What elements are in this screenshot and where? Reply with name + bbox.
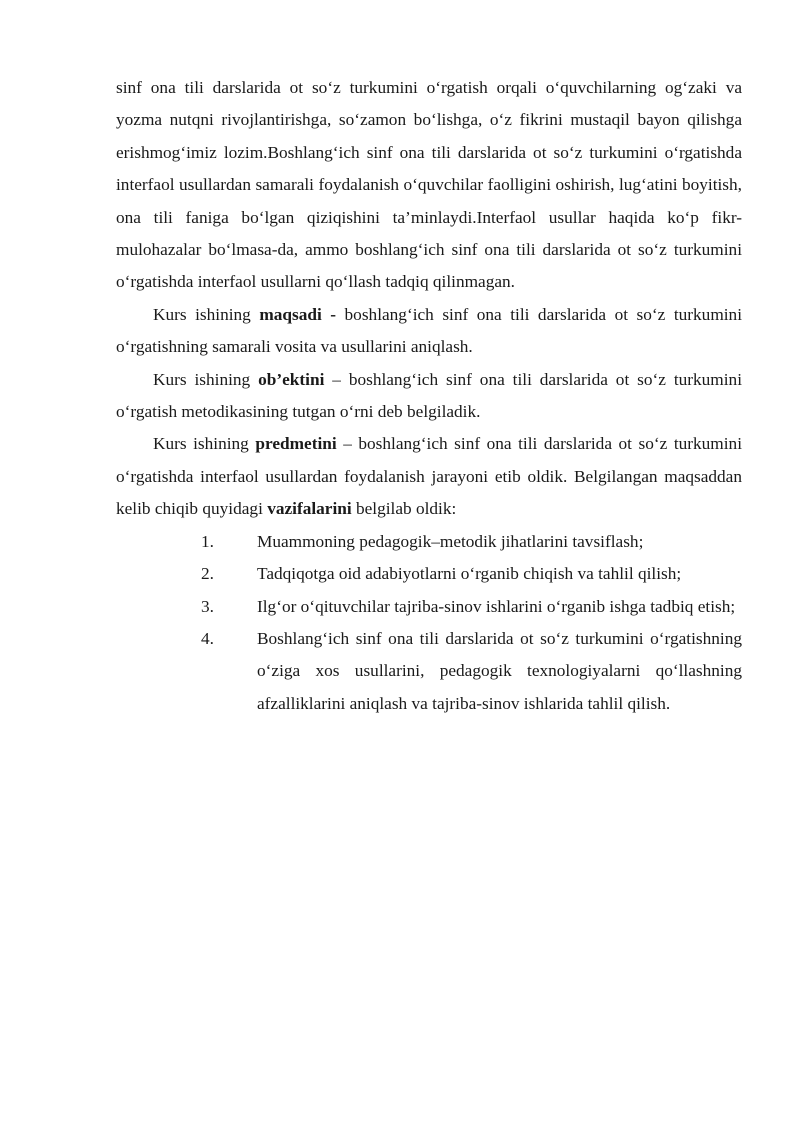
list-text: Tadqiqotga oid adabiyotlarni o‘rganib chiqish va tahlil qilish; bbox=[257, 564, 682, 584]
list-text: Boshlang‘ich sinf ona tili darslarida ot so‘z turkumini o‘rgatishning o‘ziga xos usullarini, pedagogik texnologiyalarni qo‘llashning afzalliklarini aniqlash va tajriba-sinov ishlarida tahlil qilish. bbox=[257, 628, 742, 713]
document-page bbox=[116, 72, 742, 720]
goal-text: boshlang‘ich sinf ona tili darslarida ot so‘z turkumini o‘rgatishning samarali vosita va usullarini aniqlash. bbox=[116, 304, 742, 357]
object-lead: Kurs ishining bbox=[153, 369, 259, 389]
list-item bbox=[163, 623, 742, 720]
subject-text: – boshlang‘ich sinf ona tili darslarida ot so‘z turkumini o‘rgatishda interfaol usullardan foydalanish jarayoni etib oldik. Belgilangan maqsaddan kelib chiqib quyidagi bbox=[116, 434, 742, 519]
list-number: 2. bbox=[201, 564, 214, 584]
list-text: Muammoning pedagogik–metodik jihatlarini tavsiflash; bbox=[257, 531, 644, 551]
goal-lead: Kurs ishining bbox=[153, 304, 260, 324]
subject-lead: Kurs ishining bbox=[153, 434, 256, 454]
paragraph-object bbox=[116, 364, 742, 429]
list-item bbox=[163, 526, 742, 558]
paragraph-goal bbox=[116, 299, 742, 364]
list-number: 3. bbox=[201, 596, 214, 616]
subject-term: predmetini bbox=[255, 434, 337, 454]
list-item bbox=[163, 558, 742, 590]
paragraph-intro: sinf ona tili darslarida ot so‘z turkumini o‘rgatish orqali o‘quvchilarning og‘zaki va yozma nutqni rivojlantirishga, so‘zamon bo‘lishga, o‘z fikrini mustaqil bayon qilishga erishmog‘imiz lozim.Boshlang‘ich sinf ona tili darslarida ot so‘z turkumini o‘rgatishda interfaol usullardan samarali foydalanish o‘quvchilar faolligini oshirish, lug‘atini boyitish, ona tili faniga bo‘lgan qiziqishini ta’minlaydi.Interfaol usullar haqida ko‘p fikr-mulohazalar bo‘lmasa-da, ammo boshlang‘ich sinf ona tili darslarida ot so‘z turkumini o‘rgatishda interfaol usullarni qo‘llash tadqiq qilinmagan. bbox=[116, 78, 742, 292]
goal-term: maqsadi - bbox=[259, 304, 337, 324]
tasks-term: vazifalarini bbox=[267, 499, 352, 519]
list-text: Ilg‘or o‘qituvchilar tajriba-sinov ishlarini o‘rganib ishga tadbiq etish; bbox=[257, 596, 736, 616]
task-list bbox=[116, 526, 742, 720]
list-number: 4. bbox=[201, 628, 214, 648]
object-text: – boshlang‘ich sinf ona tili darslarida ot so‘z turkumini o‘rgatish metodikasining tutgan o‘rni deb belgiladik. bbox=[116, 369, 742, 422]
object-term: ob’ektini bbox=[258, 369, 325, 389]
list-item bbox=[163, 591, 742, 623]
list-number: 1. bbox=[201, 531, 214, 551]
paragraph-subject bbox=[116, 428, 742, 525]
subject-tail: belgilab oldik: bbox=[351, 499, 457, 519]
